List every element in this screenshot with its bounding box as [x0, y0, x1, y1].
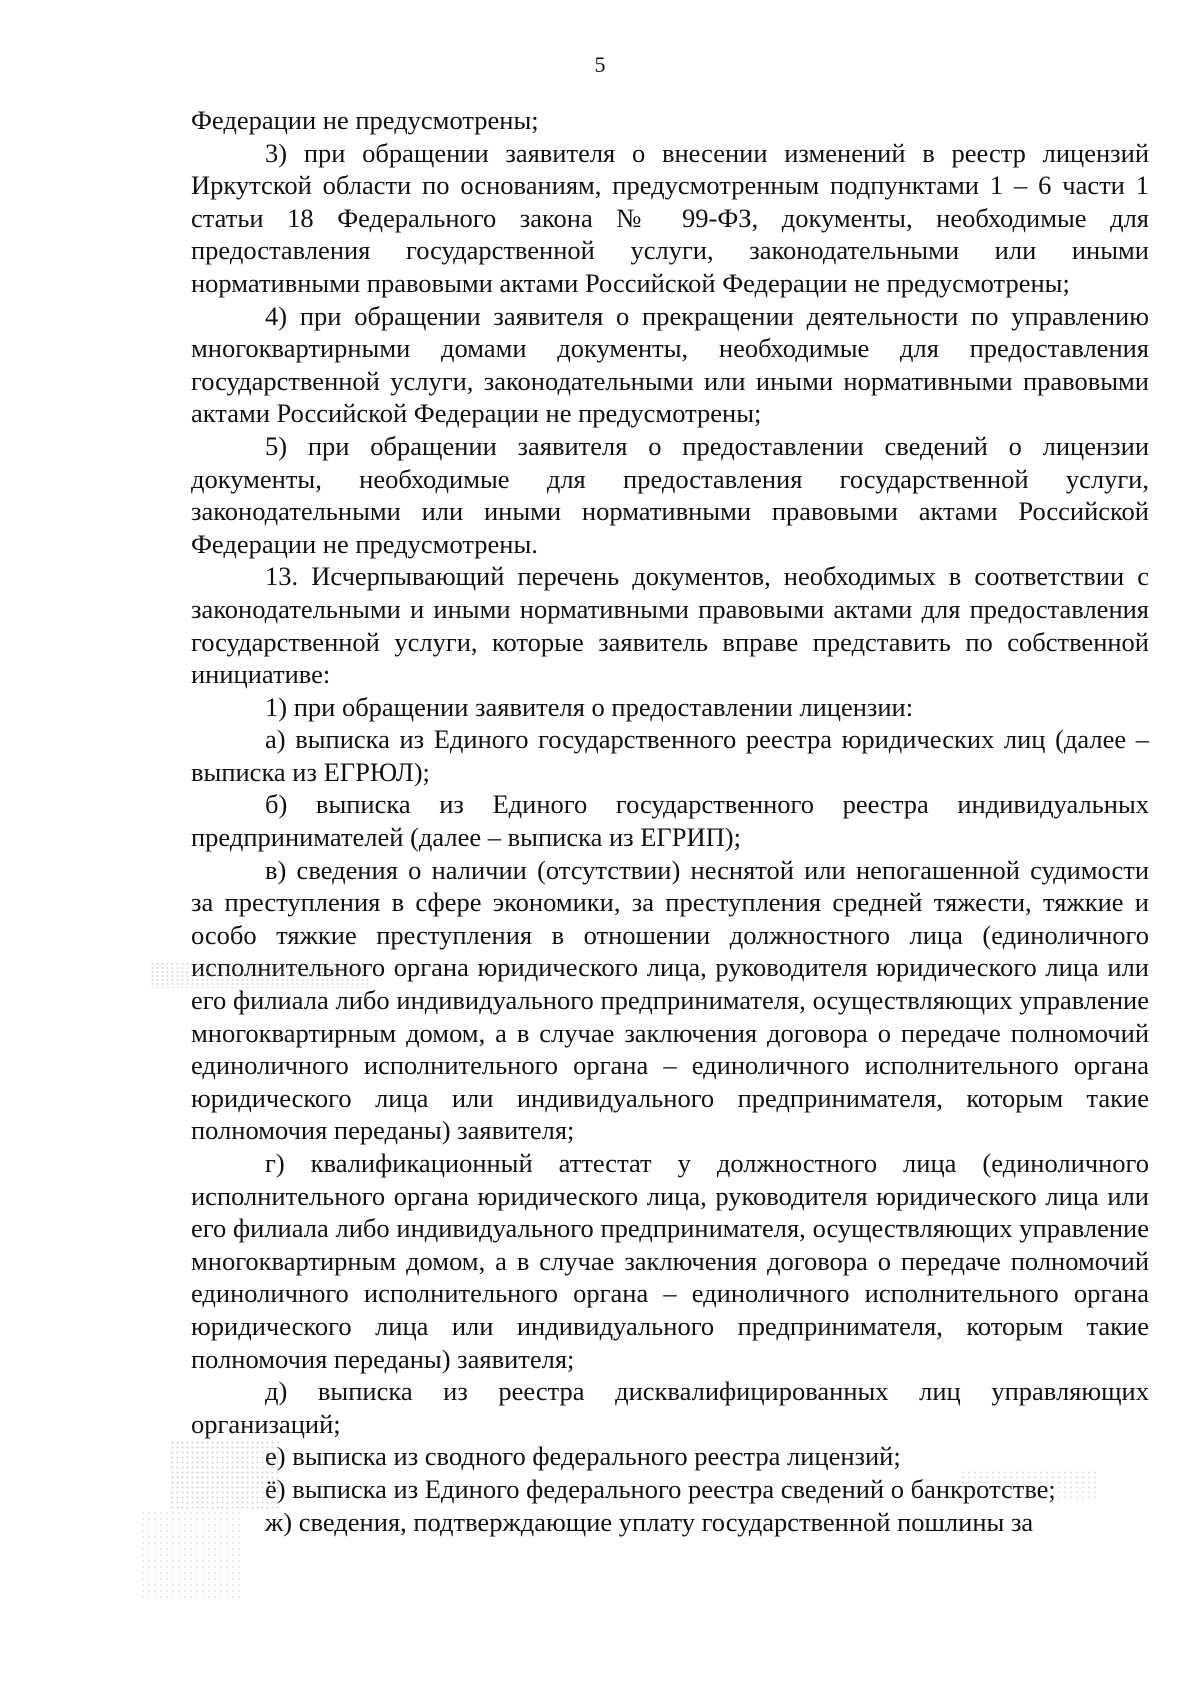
- paragraph: Федерации не предусмотрены;: [191, 105, 539, 135]
- paragraph: 1) при обращении заявителя о предоставлении лицензии:: [265, 691, 914, 722]
- paragraph: б) выписка из Единого государственного реестра индивидуальных предпринимателей (далее – выписка из ЕГРИП);: [191, 789, 1149, 853]
- paragraph: ё) выписка из Единого федерального реестра сведений о банкротстве;: [265, 1473, 1056, 1504]
- paragraph: 3) при обращении заявителя о внесении изменений в реестр лицензий Иркутской области по основаниям, предусмотренным подпунктами 1 – 6 части 1 статьи 18 Федерального закона № 99-ФЗ, документы, необходимые для предоставления государственной услуги, законодательными или иными нормативными правовыми актами Российской Федерации не предусмотрены;: [191, 137, 1149, 298]
- paragraph: е) выписка из сводного федерального реестра лицензий;: [265, 1441, 901, 1472]
- paragraph: а) выписка из Единого государственного реестра юридических лиц (далее – выписка из ЕГРЮЛ);: [191, 724, 1149, 787]
- paragraph: д) выписка из реестра дисквалифицированных лиц управляющих организаций;: [191, 1376, 1149, 1439]
- paragraph: 4) при обращении заявителя о прекращении деятельности по управлению многоквартирными домами документы, необходимые для предоставления государственной услуги, законодательными или иными нормативными правовыми актами Российской Федерации не предусмотрены;: [191, 300, 1149, 429]
- paragraph: ж) сведения, подтверждающие уплату государственной пошлины за: [265, 1506, 1034, 1537]
- document-body: [191, 104, 1149, 1538]
- paragraph: в) сведения о наличии (отсутствии) неснятой или непогашенной судимости за преступления в сфере экономики, за преступления средней тяжести, тяжкие и особо тяжкие преступления в отношении должностного лица (единоличного исполнительного органа юридического лица, руководителя юридического лица или его филиала либо индивидуального предпринимателя, осуществляющих управление многоквартирным домом, а в случае заключения договора о передаче полномочий единоличного исполнительного органа – единоличного исполнительного органа юридического лица или индивидуального предпринимателя, которым такие полномочия переданы) заявителя;: [191, 854, 1149, 1146]
- paragraph: 5) при обращении заявителя о предоставлении сведений о лицензии документы, необходимые для предоставления государственной услуги, законодательными или иными нормативными правовыми актами Российской Федерации не предусмотрены.: [191, 430, 1149, 559]
- paragraph: г) квалификационный аттестат у должностного лица (единоличного исполнительного органа юридического лица, руководителя юридического лица или его филиала либо индивидуального предпринимателя, осуществляющих управление многоквартирным домом, а в случае заключения договора о передаче полномочий единоличного исполнительного органа – единоличного исполнительного органа юридического лица или индивидуального предпринимателя, которым такие полномочия переданы) заявителя;: [191, 1148, 1149, 1374]
- paragraph: 13. Исчерпывающий перечень документов, необходимых в соответствии с законодательными и иными нормативными правовыми актами для предоставления государственной услуги, которые заявитель вправе представить по собственной инициативе:: [191, 561, 1149, 690]
- page-number: 5: [594, 52, 606, 77]
